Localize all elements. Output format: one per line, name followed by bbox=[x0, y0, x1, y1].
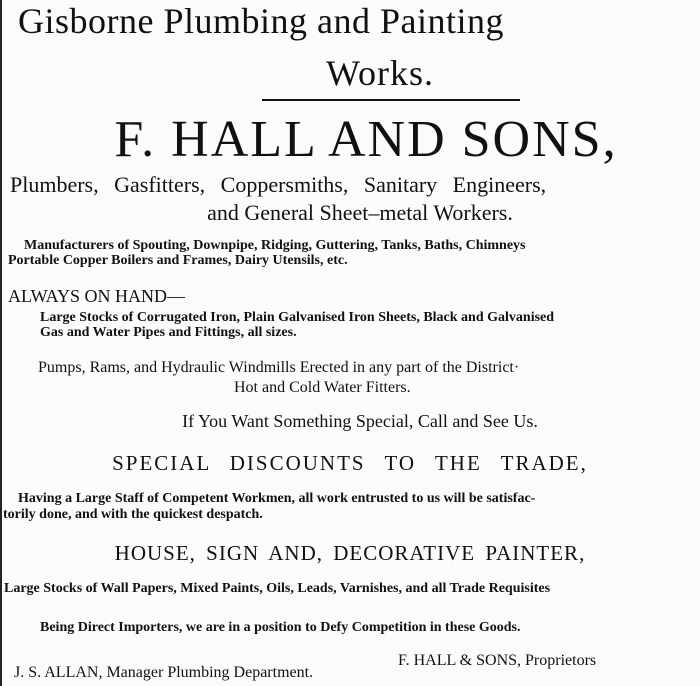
manager-line: J. S. ALLAN, Manager Plumbing Department. bbox=[14, 664, 314, 681]
title-line-1: Gisborne Plumbing and Painting bbox=[18, 1, 504, 41]
always-on-hand-heading: ALWAYS ON HAND— bbox=[8, 286, 186, 306]
trades-line-2: and General Sheet–metal Workers. bbox=[207, 200, 513, 225]
pumps-line: Pumps, Rams, and Hydraulic Windmills Erected in any part of the District· bbox=[38, 359, 520, 376]
hot-cold-line: Hot and Cold Water Fitters. bbox=[234, 379, 411, 396]
firm-name: F. HALL AND SONS, bbox=[114, 111, 618, 168]
staff-line-2: torily done, and with the quickest despatch. bbox=[3, 507, 263, 522]
left-border bbox=[0, 0, 2, 686]
stocks-line-2: Gas and Water Pipes and Fittings, all sizes. bbox=[40, 325, 297, 340]
proprietors-line: F. HALL & SONS, Proprietors bbox=[398, 652, 597, 669]
painter-heading: HOUSE, SIGN AND, DECORATIVE PAINTER, bbox=[114, 541, 586, 565]
special-call-line: If You Want Something Special, Call and See Us. bbox=[182, 411, 538, 431]
title-line-2: Works. bbox=[325, 53, 435, 93]
discounts-heading: SPECIAL DISCOUNTS TO THE TRADE, bbox=[112, 451, 588, 475]
stocks-line-1: Large Stocks of Corrugated Iron, Plain Galvanised Iron Sheets, Black and Galvanised bbox=[40, 310, 555, 325]
manufacturers-line-2: Portable Copper Boilers and Frames, Dairy Utensils, etc. bbox=[8, 253, 348, 268]
trades-line-1: Plumbers, Gasfitters, Coppersmiths, Sanitary Engineers, bbox=[10, 172, 547, 197]
staff-line-1: Having a Large Staff of Competent Workmen, all work entrusted to us will be satisfac- bbox=[18, 491, 536, 506]
wall-papers-line: Large Stocks of Wall Papers, Mixed Paints, Oils, Leads, Varnishes, and all Trade Requisites bbox=[4, 581, 551, 596]
importers-line: Being Direct Importers, we are in a position to Defy Competition in these Goods. bbox=[40, 620, 521, 635]
manufacturers-line-1: Manufacturers of Spouting, Downpipe, Ridging, Guttering, Tanks, Baths, Chimneys bbox=[24, 238, 526, 253]
title-divider bbox=[262, 99, 520, 101]
